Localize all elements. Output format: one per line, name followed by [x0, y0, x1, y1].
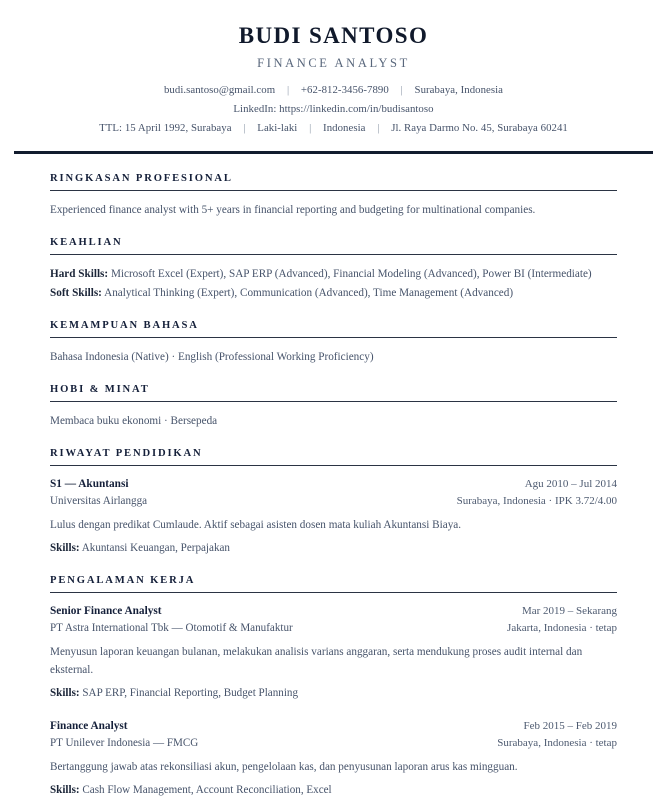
education-description: Lulus dengan predikat Cumlaude. Aktif sebagai asisten dosen mata kuliah Akuntansi Biaya.	[50, 518, 462, 531]
experience-entry-header	[50, 603, 617, 620]
experience-entry	[50, 603, 617, 703]
education-entry-subheader	[50, 493, 617, 510]
experience-skills-value: SAP ERP, Financial Reporting, Budget Planning	[82, 687, 299, 700]
experience-meta: Surabaya, Indonesia · tetap	[497, 737, 617, 750]
experience-meta: Jakarta, Indonesia · tetap	[507, 622, 617, 635]
experience-company: PT Unilever Indonesia — FMCG	[50, 737, 199, 750]
interests-text: Membaca buku ekonomi · Bersepeda	[50, 414, 218, 427]
contact-separator: |	[309, 121, 312, 134]
section-title-skills: KEAHLIAN	[50, 237, 617, 255]
contact-line-linkedin	[50, 101, 617, 118]
contact-phone[interactable]: +62-812-3456-7890	[300, 84, 389, 97]
section-title-summary: RINGKASAN PROFESIONAL	[50, 173, 617, 191]
section-summary	[50, 173, 617, 219]
resume-content	[0, 173, 667, 800]
personal-address: Jl. Raya Darmo No. 45, Surabaya 60241	[391, 121, 568, 134]
experience-date: Feb 2015 – Feb 2019	[523, 720, 617, 733]
section-languages	[50, 320, 617, 366]
experience-entry-header	[50, 718, 617, 735]
experience-position: Finance Analyst	[50, 720, 128, 733]
soft-skills-label: Soft Skills:	[50, 287, 102, 300]
section-title-education: RIWAYAT PENDIDIKAN	[50, 448, 617, 466]
education-degree: S1 — Akuntansi	[50, 477, 129, 490]
section-education	[50, 448, 617, 558]
education-institution: Universitas Airlangga	[50, 494, 148, 507]
personal-birth: TTL: 15 April 1992, Surabaya	[99, 121, 232, 134]
education-entry-header	[50, 476, 617, 493]
hard-skills-row	[50, 265, 617, 283]
summary-text: Experienced finance analyst with 5+ years in financial reporting and budgeting for multinational companies.	[50, 204, 536, 217]
section-title-languages: KEMAMPUAN BAHASA	[50, 320, 617, 338]
contact-separator: |	[400, 84, 403, 97]
contact-separator: |	[377, 121, 380, 134]
education-skills-row	[50, 540, 617, 558]
resume-header	[0, 0, 667, 136]
experience-skills-row	[50, 782, 617, 800]
header-divider	[14, 151, 653, 154]
soft-skills-value: Analytical Thinking (Expert), Communication (Advanced), Time Management (Advanced)	[104, 287, 514, 300]
section-skills	[50, 237, 617, 302]
experience-entry-subheader	[50, 735, 617, 752]
contact-line-personal	[50, 120, 617, 137]
education-meta: Surabaya, Indonesia · IPK 3.72/4.00	[456, 494, 617, 507]
education-entry	[50, 476, 617, 558]
experience-position: Senior Finance Analyst	[50, 605, 162, 618]
education-date: Agu 2010 – Jul 2014	[524, 477, 617, 490]
experience-company: PT Astra International Tbk — Otomotif & Manufaktur	[50, 622, 293, 635]
candidate-role: FINANCE ANALYST	[257, 56, 410, 71]
experience-skills-label: Skills:	[50, 687, 80, 700]
contact-line-primary	[50, 82, 617, 99]
soft-skills-row	[50, 284, 617, 302]
experience-skills-label: Skills:	[50, 784, 80, 797]
section-experience	[50, 575, 617, 800]
experience-skills-row	[50, 685, 617, 703]
personal-nationality: Indonesia	[323, 121, 366, 134]
contact-email[interactable]: budi.santoso@gmail.com	[163, 84, 276, 97]
languages-text: Bahasa Indonesia (Native) · English (Professional Working Proficiency)	[50, 350, 374, 363]
experience-entry	[50, 718, 617, 800]
experience-skills-value: Cash Flow Management, Account Reconciliation, Excel	[82, 784, 332, 797]
hard-skills-value: Microsoft Excel (Expert), SAP ERP (Advanced), Financial Modeling (Advanced), Power BI (Intermediate)	[110, 267, 592, 280]
experience-description: Bertanggung jawab atas rekonsiliasi akun, pengelolaan kas, dan penyusunan laporan arus kas mingguan.	[50, 761, 518, 774]
hard-skills-label: Hard Skills:	[50, 267, 109, 280]
education-skills-label: Skills:	[50, 541, 80, 554]
personal-gender: Laki-laki	[257, 121, 298, 134]
section-interests	[50, 384, 617, 430]
contact-separator: |	[243, 121, 246, 134]
contact-location: Surabaya, Indonesia	[414, 84, 504, 97]
section-title-interests: HOBI & MINAT	[50, 384, 617, 402]
experience-entry-subheader	[50, 620, 617, 637]
linkedin-link[interactable]: LinkedIn: https://linkedin.com/in/budisantoso	[233, 102, 434, 115]
experience-description: Menyusun laporan keuangan bulanan, melakukan analisis varians anggaran, serta mendukung proses audit internal dan eksternal.	[50, 646, 583, 677]
contact-separator: |	[286, 84, 290, 97]
candidate-name: BUDI SANTOSO	[238, 23, 429, 48]
education-skills-value: Akuntansi Keuangan, Perpajakan	[81, 541, 230, 554]
experience-date: Mar 2019 – Sekarang	[521, 605, 617, 618]
section-title-experience: PENGALAMAN KERJA	[50, 575, 617, 593]
